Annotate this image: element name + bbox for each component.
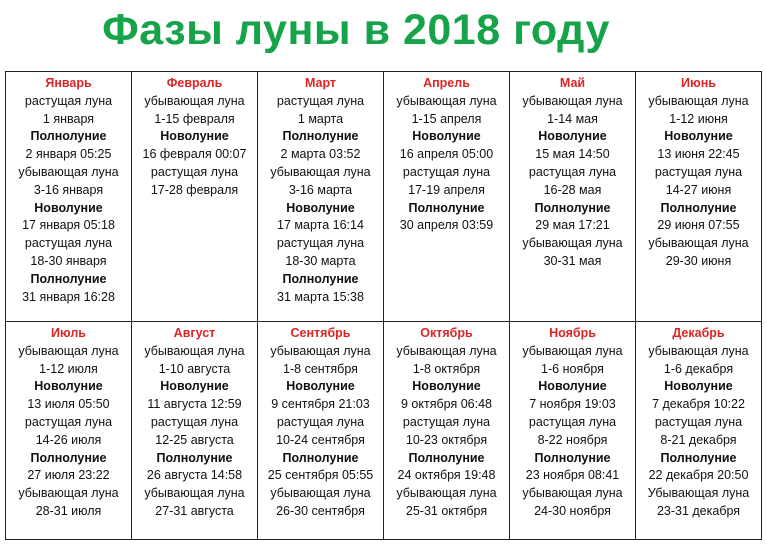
phase-detail: 8-22 ноября <box>537 432 608 447</box>
phase-detail: 26-30 сентября <box>276 503 365 518</box>
phase-detail: 17 января 05:18 <box>22 218 115 233</box>
phase-heading: Новолуние <box>664 379 733 394</box>
phase-detail: 18-30 января <box>30 253 107 268</box>
phase-heading: Полнолуние <box>408 450 485 465</box>
phase-heading: Полнолуние <box>30 129 107 144</box>
phase-detail: 10-24 сентября <box>276 432 365 447</box>
phase-detail: 10-23 октября <box>405 432 488 447</box>
phase-detail: 26 августа 14:58 <box>146 468 243 483</box>
phase-heading: Полнолуние <box>282 271 359 286</box>
phase-heading: Полнолуние <box>30 450 107 465</box>
phase-detail: 27 июля 23:22 <box>27 468 110 483</box>
phase-detail: 13 июня 22:45 <box>657 147 740 162</box>
phase-detail: убывающая луна <box>396 343 497 358</box>
phase-detail: 23-31 декабря <box>656 503 741 518</box>
phase-detail: убывающая луна <box>144 343 245 358</box>
month-name: Январь <box>45 76 92 90</box>
phase-detail: убывающая луна <box>18 164 119 179</box>
phase-detail: 1-15 апреля <box>411 111 482 126</box>
phase-detail: убывающая луна <box>270 343 371 358</box>
phase-detail: 14-26 июля <box>35 432 102 447</box>
phase-detail: Убывающая луна <box>647 486 750 501</box>
phase-heading: Полнолуние <box>30 271 107 286</box>
phase-detail: 7 ноября 19:03 <box>529 397 616 412</box>
phase-detail: 1 января <box>42 111 95 126</box>
month-cell <box>132 322 258 540</box>
phase-detail: 1-15 февраля <box>154 111 235 126</box>
page-title: Фазы луны в 2018 году <box>102 6 610 54</box>
phase-detail: убывающая луна <box>522 93 623 108</box>
phase-detail: убывающая луна <box>396 93 497 108</box>
phase-detail: убывающая луна <box>648 236 749 251</box>
phase-detail: 31 марта 15:38 <box>277 289 364 304</box>
phase-detail: 2 января 05:25 <box>25 147 112 162</box>
phase-detail: 13 июля 05:50 <box>27 397 110 412</box>
phase-detail: 9 октября 06:48 <box>401 397 492 412</box>
phase-heading: Полнолуние <box>282 129 359 144</box>
month-cell <box>636 322 762 540</box>
phase-detail: 29 июня 07:55 <box>657 218 740 233</box>
phase-detail: убывающая луна <box>648 93 749 108</box>
phase-heading: Новолуние <box>664 129 733 144</box>
phase-detail: растущая луна <box>402 164 491 179</box>
moon-phase-calendar <box>5 71 762 540</box>
phase-detail: растущая луна <box>24 236 113 251</box>
phase-detail: 29-30 июня <box>665 253 732 268</box>
phase-detail: растущая луна <box>276 93 365 108</box>
month-cell <box>258 72 384 322</box>
phase-detail: растущая луна <box>654 414 743 429</box>
phase-detail: убывающая луна <box>18 486 119 501</box>
phase-detail: 22 декабря 20:50 <box>648 468 749 483</box>
month-cell <box>6 72 132 322</box>
phase-detail: растущая луна <box>402 414 491 429</box>
month-name: Сентябрь <box>290 326 351 340</box>
phase-detail: убывающая луна <box>270 164 371 179</box>
phase-detail: 16 апреля 05:00 <box>399 147 494 162</box>
phase-detail: убывающая луна <box>18 343 119 358</box>
phase-heading: Полнолуние <box>408 200 485 215</box>
phase-detail: убывающая луна <box>144 486 245 501</box>
phase-detail: 30 апреля 03:59 <box>399 218 494 233</box>
month-name: Июль <box>51 326 86 340</box>
phase-detail: убывающая луна <box>144 93 245 108</box>
month-name: Март <box>304 76 337 90</box>
month-name: Июнь <box>681 76 716 90</box>
month-cell <box>636 72 762 322</box>
phase-detail: убывающая луна <box>522 486 623 501</box>
phase-detail: убывающая луна <box>522 236 623 251</box>
phase-detail: 1-6 декабря <box>663 361 734 376</box>
phase-detail: 24-30 ноября <box>534 503 611 518</box>
calendar-body <box>6 72 762 540</box>
phase-detail: убывающая луна <box>396 486 497 501</box>
phase-detail: 23 ноября 08:41 <box>525 468 620 483</box>
phase-detail: 12-25 августа <box>155 432 234 447</box>
phase-detail: 7 декабря 10:22 <box>652 397 745 412</box>
phase-detail: 25 сентября 05:55 <box>267 468 374 483</box>
phase-heading: Новолуние <box>34 379 103 394</box>
phase-detail: 17 марта 16:14 <box>277 218 364 233</box>
phase-detail: 17-19 апреля <box>408 182 485 197</box>
phase-detail: 1-12 июля <box>39 361 98 376</box>
month-name: Декабрь <box>672 326 725 340</box>
phase-detail: 1-8 сентября <box>283 361 358 376</box>
phase-detail: 31 января 16:28 <box>22 289 115 304</box>
month-cell <box>510 72 636 322</box>
month-cell <box>6 322 132 540</box>
phase-heading: Новолуние <box>160 129 229 144</box>
phase-heading: Новолуние <box>34 200 103 215</box>
phase-heading: Новолуние <box>412 129 481 144</box>
phase-detail: 1-12 июня <box>669 111 728 126</box>
phase-detail: 2 марта 03:52 <box>280 147 361 162</box>
phase-heading: Новолуние <box>412 379 481 394</box>
calendar-row-first-half <box>6 72 762 322</box>
month-name: Октябрь <box>420 326 473 340</box>
phase-detail: 16-28 мая <box>543 182 602 197</box>
phase-detail: 30-31 мая <box>543 253 602 268</box>
phase-heading: Полнолуние <box>156 450 233 465</box>
month-cell <box>258 322 384 540</box>
phase-detail: 3-16 января <box>33 182 104 197</box>
month-name: Ноябрь <box>549 326 596 340</box>
phase-heading: Новолуние <box>286 379 355 394</box>
phase-detail: 18-30 марта <box>285 253 356 268</box>
phase-detail: 14-27 июня <box>665 182 732 197</box>
phase-detail: 29 мая 17:21 <box>535 218 610 233</box>
phase-detail: 28-31 июля <box>35 503 102 518</box>
phase-detail: 15 мая 14:50 <box>535 147 610 162</box>
phase-detail: растущая луна <box>276 414 365 429</box>
month-cell <box>384 322 510 540</box>
month-cell <box>510 322 636 540</box>
phase-detail: 1-10 августа <box>158 361 231 376</box>
phase-detail: 1 марта <box>297 111 344 126</box>
phase-heading: Полнолуние <box>660 200 737 215</box>
phase-detail: 8-21 декабря <box>660 432 737 447</box>
phase-detail: 24 октября 19:48 <box>397 468 496 483</box>
phase-detail: 16 февраля 00:07 <box>142 147 247 162</box>
phase-heading: Полнолуние <box>660 450 737 465</box>
phase-detail: 27-31 августа <box>155 503 234 518</box>
phase-detail: 1-8 октября <box>412 361 481 376</box>
phase-detail: 9 сентября 21:03 <box>271 397 370 412</box>
phase-heading: Новолуние <box>286 200 355 215</box>
phase-detail: убывающая луна <box>648 343 749 358</box>
phase-detail: растущая луна <box>150 164 239 179</box>
phase-detail: растущая луна <box>150 414 239 429</box>
calendar-row-second-half <box>6 322 762 540</box>
month-name: Февраль <box>166 76 223 90</box>
phase-detail: растущая луна <box>24 93 113 108</box>
phase-heading: Новолуние <box>538 379 607 394</box>
phase-detail: 17-28 февраля <box>150 182 239 197</box>
phase-heading: Полнолуние <box>282 450 359 465</box>
phase-detail: убывающая луна <box>270 486 371 501</box>
phase-detail: 3-16 марта <box>288 182 353 197</box>
phase-detail: растущая луна <box>528 414 617 429</box>
phase-detail: растущая луна <box>24 414 113 429</box>
phase-detail: 1-14 мая <box>547 111 598 126</box>
month-name: Май <box>559 76 586 90</box>
month-cell <box>132 72 258 322</box>
phase-detail: 11 августа 12:59 <box>147 397 242 412</box>
month-name: Апрель <box>423 76 470 90</box>
phase-detail: растущая луна <box>528 164 617 179</box>
month-cell <box>384 72 510 322</box>
month-name: Август <box>173 326 216 340</box>
phase-detail: 1-6 ноября <box>541 361 604 376</box>
phase-heading: Полнолуние <box>534 450 611 465</box>
phase-heading: Новолуние <box>160 379 229 394</box>
phase-detail: убывающая луна <box>522 343 623 358</box>
phase-heading: Новолуние <box>538 129 607 144</box>
phase-detail: растущая луна <box>654 164 743 179</box>
phase-detail: 25-31 октября <box>405 503 488 518</box>
phase-detail: растущая луна <box>276 236 365 251</box>
phase-heading: Полнолуние <box>534 200 611 215</box>
